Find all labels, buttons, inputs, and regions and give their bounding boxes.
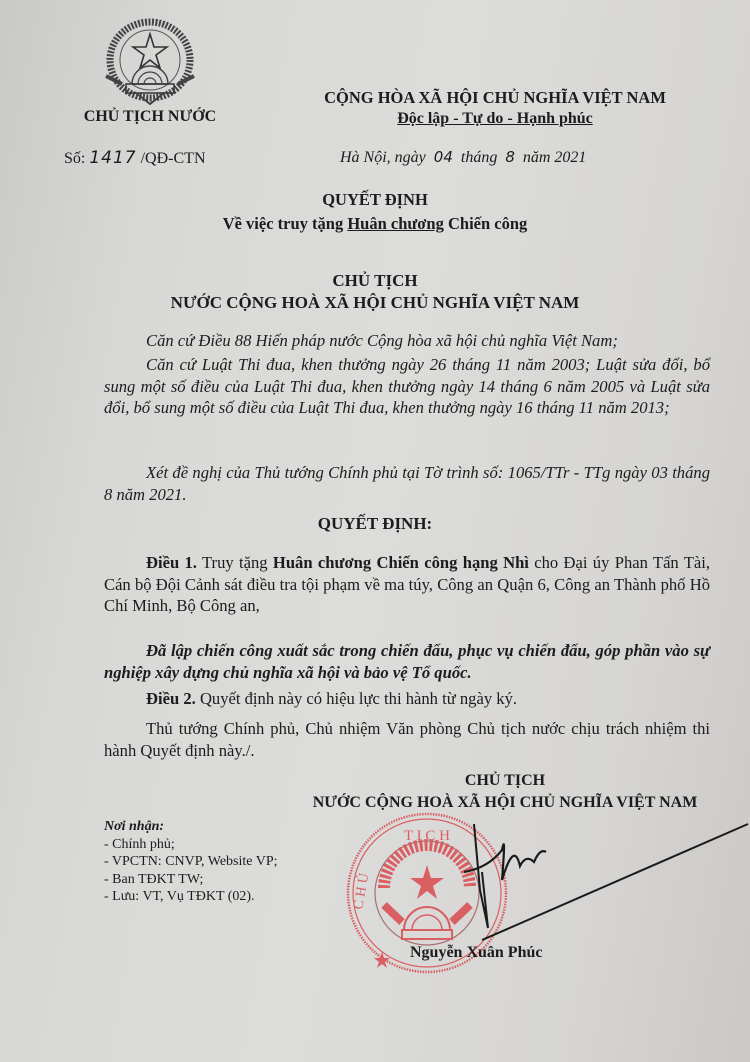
article-1-award: Huân chương Chiến công hạng Nhì: [272, 553, 529, 572]
svg-text:T I C H: T I C H: [404, 828, 450, 844]
preamble-1: Căn cứ Điều 88 Hiến pháp nước Cộng hòa xã hội chủ nghĩa Việt Nam;: [146, 331, 618, 350]
article-1-recipient: cho Đại úy Phan Tấn Tài, Cán bộ Đội Cảnh sát điều tra tội phạm về ma túy, Công an Quận 6, Công an Thành phố Hồ Chí Minh, Bộ Công an,: [104, 553, 711, 616]
preamble-2: Căn cứ Luật Thi đua, khen thưởng ngày 26 tháng 11 năm 2003; Luật sửa đổi, bổ sung một số điều của Luật Thi đua, khen thưởng ngày 14 tháng 6 năm 2005 và Luật sửa đổi, bổ sung một số điều của Luật Thi đua, khen thưởng ngày 16 tháng 11 năm 2013;: [104, 355, 710, 418]
document-type: QUYẾT ĐỊNH: [322, 190, 428, 209]
recipient-item: - Ban TĐKT TW;: [104, 871, 204, 887]
recipients: [104, 818, 278, 906]
signer-nation: NƯỚC CỘNG HOÀ XÃ HỘI CHỦ NGHĨA VIỆT NAM: [312, 794, 698, 811]
date-prefix: Hà Nội, ngày: [340, 149, 426, 166]
issuing-organization: [60, 108, 240, 126]
execution-clause: Thủ tướng Chính phủ, Chủ nhiệm Văn phòng Chủ tịch nước chịu trách nhiệm thi hành Quyết định này./.: [104, 719, 710, 760]
article-2-text: Quyết định này có hiệu lực thi hành từ ngày ký.: [199, 689, 518, 708]
date-month: 8: [505, 148, 515, 166]
nation-name: CỘNG HÒA XÃ HỘI CHỦ NGHĨA VIỆT NAM: [324, 88, 666, 107]
issue-date: [340, 148, 586, 167]
subject-award: Huân chương: [347, 214, 444, 233]
recipient-item: - Lưu: VT, Vụ TĐKT (02).: [104, 889, 255, 904]
organization-name: CHỦ TỊCH NƯỚC: [83, 108, 217, 125]
month-label: tháng: [460, 149, 498, 166]
article-1-citation: Đã lập chiến công xuất sắc trong chiến đấu, phục vụ chiến đấu, góp phần vào sự nghiệp xây dựng chủ nghĩa xã hội và bảo vệ Tổ quốc.: [104, 641, 710, 682]
date-year: năm 2021: [522, 149, 587, 166]
recipients-heading: Nơi nhận:: [104, 819, 165, 834]
subject-suffix: Chiến công: [447, 214, 528, 233]
article-2-label: Điều 2.: [146, 689, 196, 708]
article-1-label: Điều 1.: [146, 553, 197, 572]
article-1-text: Truy tặng: [202, 553, 268, 572]
number-label: Số:: [64, 150, 86, 167]
decision-heading: QUYẾT ĐỊNH:: [317, 514, 433, 533]
recipient-item: - Chính phủ;: [104, 836, 175, 852]
signer-title: CHỦ TỊCH: [464, 772, 546, 789]
authority-nation: NƯỚC CỘNG HOÀ XÃ HỘI CHỦ NGHĨA VIỆT NAM: [170, 293, 580, 312]
document-number: [64, 148, 206, 168]
date-day: 04: [433, 148, 453, 166]
preamble-3: Xét đề nghị của Thủ tướng Chính phủ tại Tờ trình số: 1065/TTr - TTg ngày 03 tháng 8 năm 2021.: [104, 463, 710, 504]
national-motto: [300, 110, 690, 128]
recipient-item: - VPCTN: CNVP, Website VP;: [104, 854, 278, 869]
article-2: [104, 688, 710, 710]
authority-title: CHỦ TỊCH: [332, 271, 418, 290]
number-handwritten: 1417: [89, 148, 137, 168]
motto-text: Độc lập - Tự do - Hạnh phúc: [397, 110, 593, 127]
document-subject: [0, 214, 750, 234]
signer-name: Nguyễn Xuân Phúc: [410, 944, 543, 961]
svg-text:C H Ủ: C H Ủ: [351, 872, 373, 911]
national-emblem-icon: [92, 18, 208, 106]
article-1: [104, 552, 710, 617]
subject-prefix: Về việc truy tặng: [222, 214, 344, 233]
number-suffix: /QĐ-CTN: [140, 150, 206, 167]
